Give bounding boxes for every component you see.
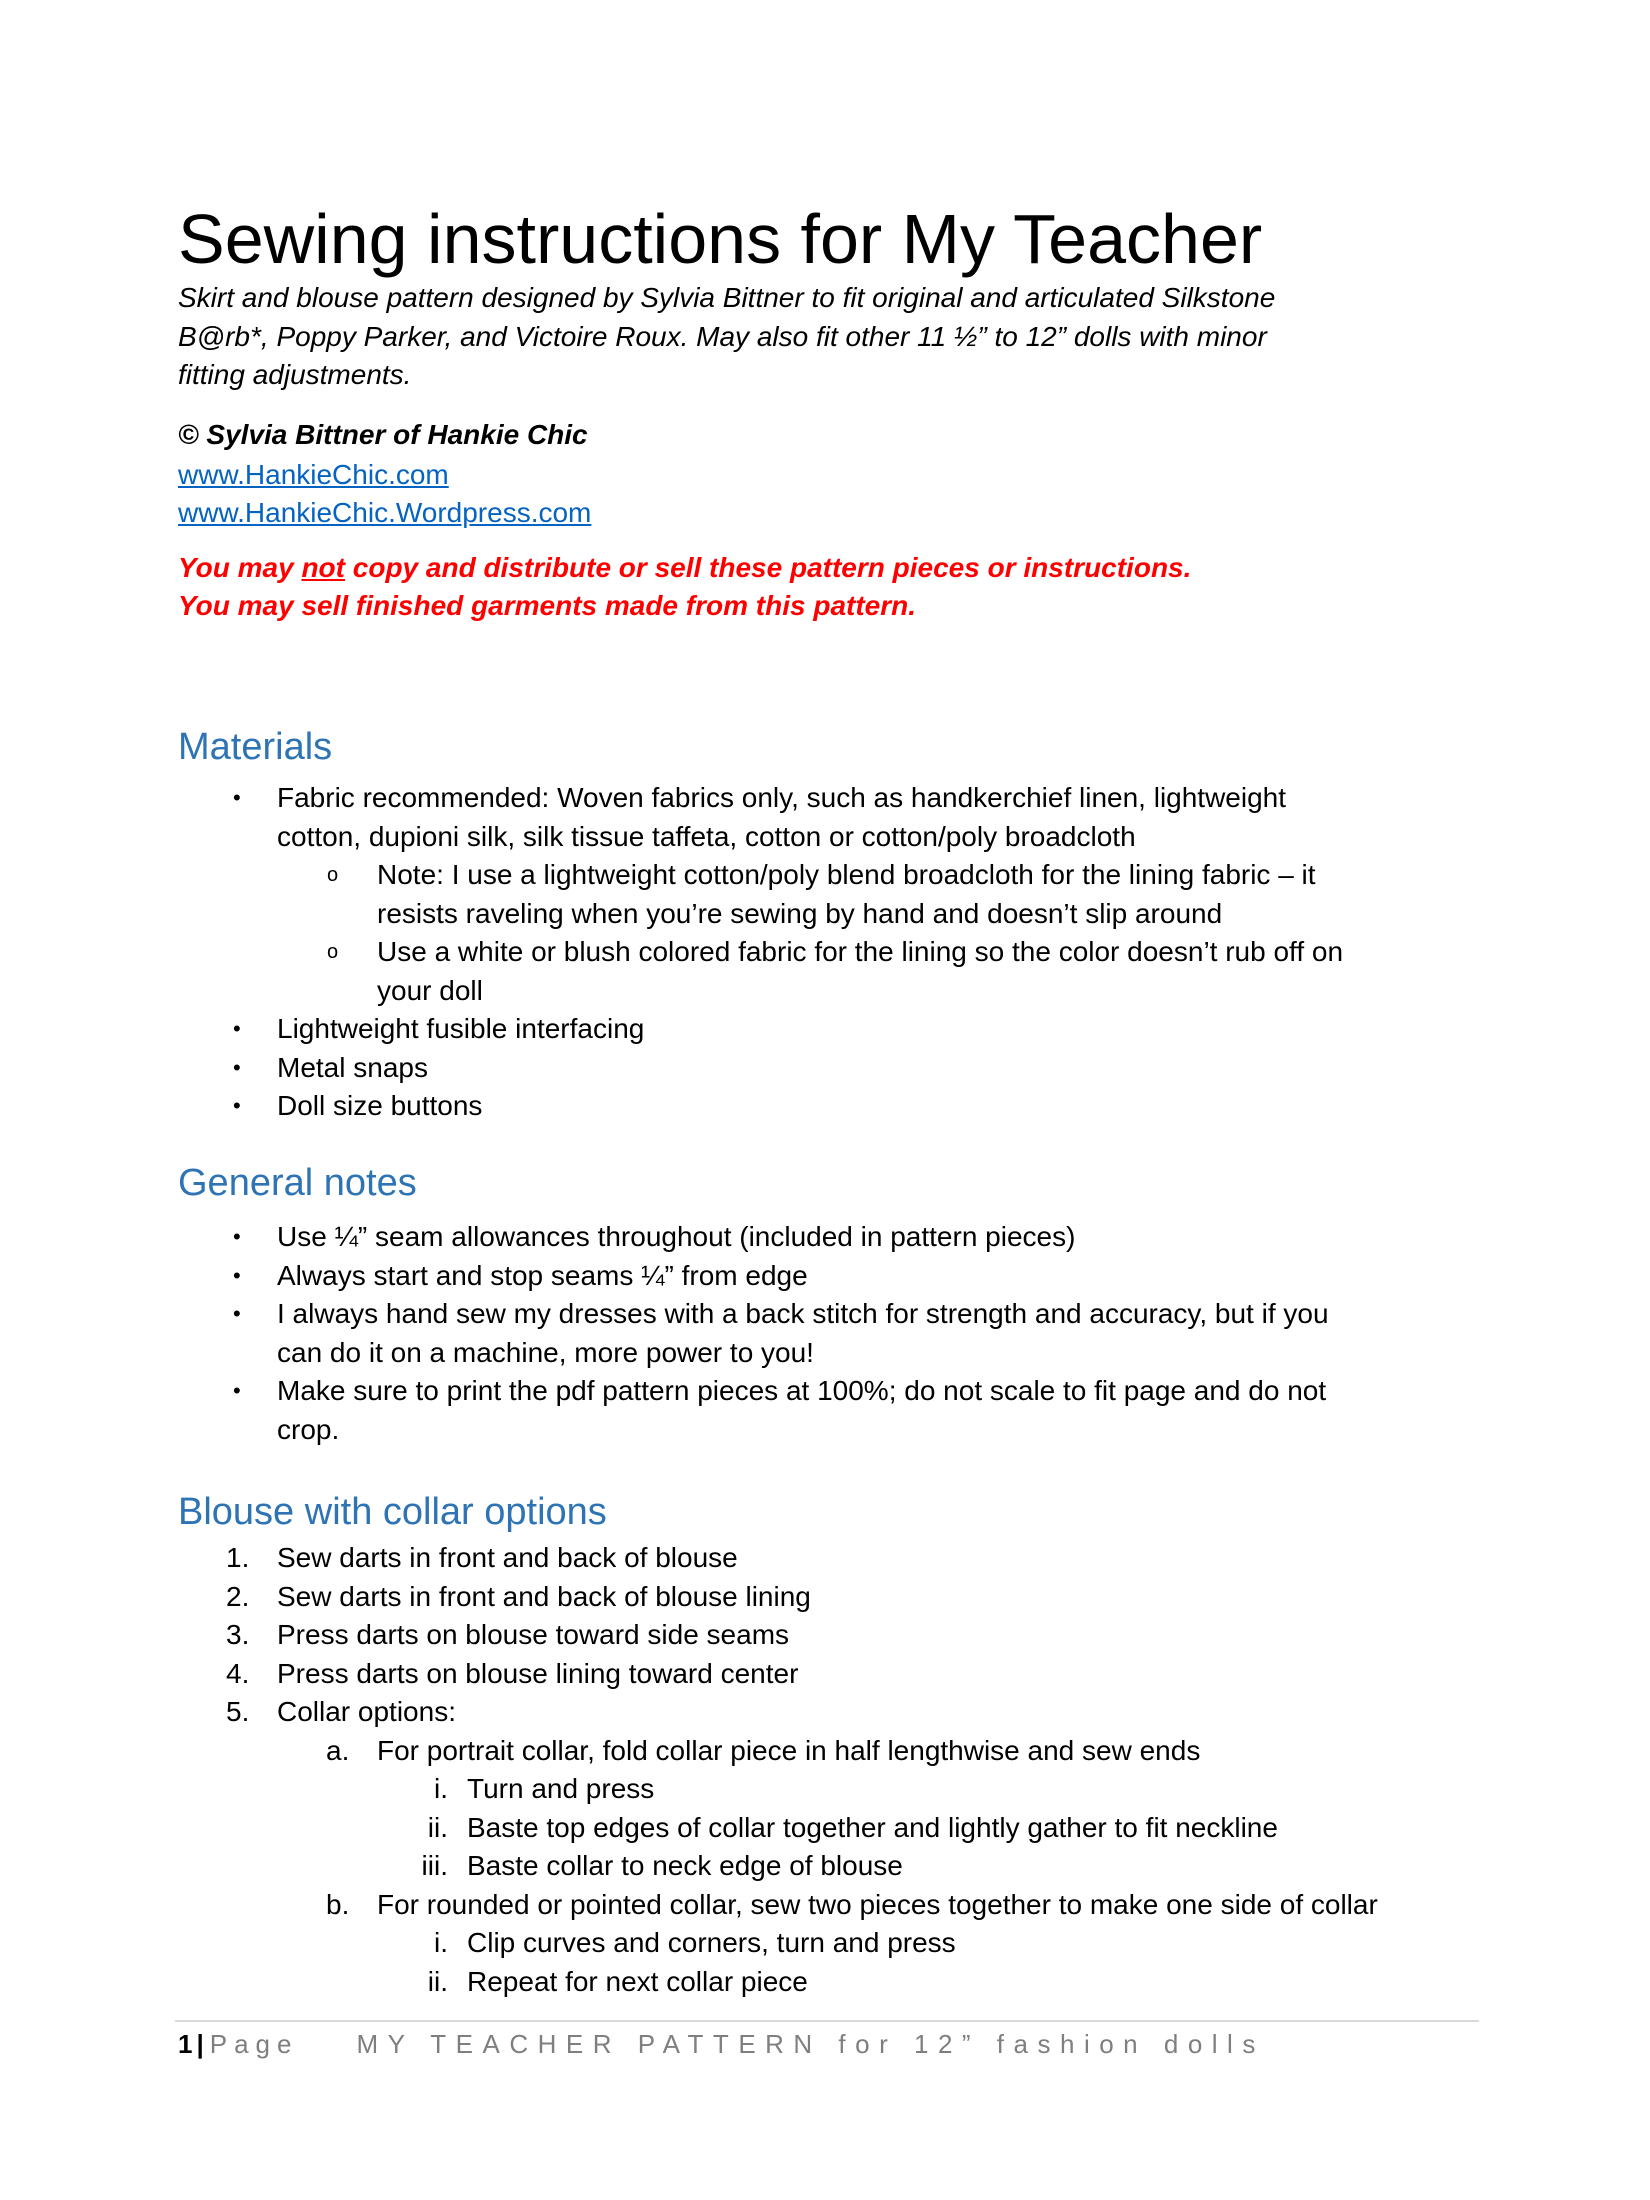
bullet-icon: •: [233, 1301, 241, 1326]
bullet-icon: •: [233, 1262, 241, 1288]
subtitle: [178, 279, 1478, 395]
bullet-icon: •: [233, 1016, 241, 1041]
list-item-text: [277, 779, 1650, 856]
heading-materials: Materials: [178, 726, 333, 768]
page-title: Sewing instructions for My Teacher: [178, 200, 1263, 278]
step-item: [0, 1693, 1650, 1732]
blouse-steps-list: [0, 1539, 1650, 2001]
substep-numeral: i.: [434, 1773, 448, 1804]
substep-text: Baste collar to neck edge of blouse: [467, 1850, 903, 1881]
website-link[interactable]: www.HankieChic.com: [178, 459, 449, 490]
text-line: cotton, dupioni silk, silk tissue taffeta, cotton or cotton/poly broadcloth: [277, 820, 1136, 852]
circle-bullet-icon: o: [327, 864, 339, 886]
list-item: [0, 1218, 1650, 1257]
substep-text: Clip curves and corners, turn and press: [467, 1927, 956, 1958]
list-item: [0, 1087, 1650, 1126]
list-item-text: Lightweight fusible interfacing: [277, 1013, 645, 1044]
option-letter: b.: [326, 1888, 350, 1920]
step-text: Press darts on blouse toward side seams: [277, 1619, 790, 1650]
copy-warning: [178, 549, 1191, 588]
step-item: [0, 1655, 1650, 1694]
list-item-text: Use ¼” seam allowances throughout (included in pattern pieces): [277, 1221, 1076, 1252]
substep-item: [0, 1963, 1650, 2002]
step-number: 1.: [226, 1542, 250, 1573]
bullet-icon: •: [233, 785, 241, 810]
blog-link[interactable]: www.HankieChic.Wordpress.com: [178, 497, 592, 528]
list-item-text: [277, 1372, 1650, 1449]
substep-text: Repeat for next collar piece: [467, 1965, 808, 1997]
substep-item: [0, 1847, 1650, 1886]
warning-prefix: You may: [178, 552, 302, 583]
option-text: For portrait collar, fold collar piece in half lengthwise and sew ends: [377, 1734, 1201, 1766]
heading-blouse: Blouse with collar options: [178, 1491, 607, 1533]
list-item: [0, 933, 1650, 1010]
step-text: Sew darts in front and back of blouse lining: [277, 1580, 811, 1612]
warning-suffix: copy and distribute or sell these pattern pieces or instructions.: [344, 552, 1192, 583]
step-item: [0, 1578, 1650, 1617]
text-line: can do it on a machine, more power to you!: [277, 1336, 814, 1368]
step-number: 5.: [226, 1696, 250, 1727]
warning-emphasis: not: [301, 552, 345, 583]
step-number: 4.: [226, 1657, 250, 1689]
list-item: [0, 1295, 1650, 1372]
list-item: [0, 1010, 1650, 1049]
copyright-notice: © Sylvia Bittner of Hankie Chic: [178, 419, 588, 450]
bullet-icon: •: [233, 1224, 241, 1249]
circle-bullet-icon: o: [327, 941, 339, 963]
bullet-icon: •: [233, 1378, 241, 1403]
text-line: Use a white or blush colored fabric for the lining so the color doesn’t rub off on: [377, 936, 1344, 967]
bullet-icon: •: [233, 1093, 241, 1118]
step-number: 2.: [226, 1580, 250, 1612]
sell-permission: You may sell finished garments made from this pattern.: [178, 590, 917, 621]
list-item-text: Doll size buttons: [277, 1090, 483, 1121]
materials-list: [0, 779, 1650, 1126]
text-line: crop.: [277, 1413, 340, 1445]
page-footer: [178, 2028, 1265, 2060]
general-notes-list: [0, 1218, 1650, 1449]
step-item: [0, 1616, 1650, 1655]
option-item: [0, 1886, 1650, 1925]
list-item-text: Metal snaps: [277, 1051, 428, 1083]
substep-numeral: i.: [434, 1927, 448, 1958]
step-text: Press darts on blouse lining toward center: [277, 1657, 799, 1689]
substep-text: Baste top edges of collar together and lightly gather to fit neckline: [467, 1811, 1278, 1843]
text-line: Make sure to print the pdf pattern pieces at 100%; do not scale to fit page and do not: [277, 1375, 1327, 1406]
step-text: Collar options:: [277, 1696, 456, 1727]
list-item-text: Always start and stop seams ¼” from edge: [277, 1259, 808, 1291]
substep-numeral: ii.: [427, 1965, 448, 1997]
text-line: resists raveling when you’re sewing by hand and doesn’t slip around: [377, 897, 1223, 929]
text-line: Note: I use a lightweight cotton/poly blend broadcloth for the lining fabric – it: [377, 859, 1316, 890]
text-line: your doll: [377, 974, 483, 1006]
text-line: I always hand sew my dresses with a back stitch for strength and accuracy, but if you: [277, 1298, 1329, 1329]
list-item-text: [377, 856, 1650, 933]
footer-doc-title: MY TEACHER PATTERN for 12” fashion dolls: [356, 2029, 1265, 2059]
heading-general-notes: General notes: [178, 1162, 417, 1204]
bullet-icon: •: [233, 1054, 241, 1080]
subtitle-line: B@rb*, Poppy Parker, and Victoire Roux. May also fit other 11 ½” to 12” dolls with minor: [178, 320, 1267, 352]
list-item: [0, 856, 1650, 933]
list-item-text: [377, 933, 1650, 1010]
step-text: Sew darts in front and back of blouse: [277, 1542, 738, 1573]
substep-item: [0, 1924, 1650, 1963]
substep-numeral: iii.: [421, 1850, 448, 1881]
page-number: 1: [178, 2029, 193, 2059]
subtitle-line: fitting adjustments.: [178, 359, 412, 390]
step-item: [0, 1539, 1650, 1578]
text-line: Fabric recommended: Woven fabrics only, such as handkerchief linen, lightweight: [277, 782, 1287, 813]
substep-item: [0, 1809, 1650, 1848]
substep-numeral: ii.: [427, 1811, 448, 1843]
subtitle-line: Skirt and blouse pattern designed by Sylvia Bittner to fit original and articulated Silkstone: [178, 282, 1276, 313]
list-item-text: [277, 1295, 1650, 1372]
substep-item: [0, 1770, 1650, 1809]
list-item: [0, 779, 1650, 856]
list-item: [0, 1049, 1650, 1088]
footer-separator: |: [196, 2029, 204, 2059]
page-label: Page: [209, 2029, 299, 2059]
option-text: For rounded or pointed collar, sew two pieces together to make one side of collar: [377, 1888, 1378, 1920]
list-item: [0, 1257, 1650, 1296]
footer-divider: [175, 2020, 1479, 2022]
substep-text: Turn and press: [467, 1773, 655, 1804]
option-item: [0, 1732, 1650, 1771]
step-number: 3.: [226, 1619, 250, 1650]
list-item: [0, 1372, 1650, 1449]
option-letter: a.: [326, 1734, 350, 1766]
